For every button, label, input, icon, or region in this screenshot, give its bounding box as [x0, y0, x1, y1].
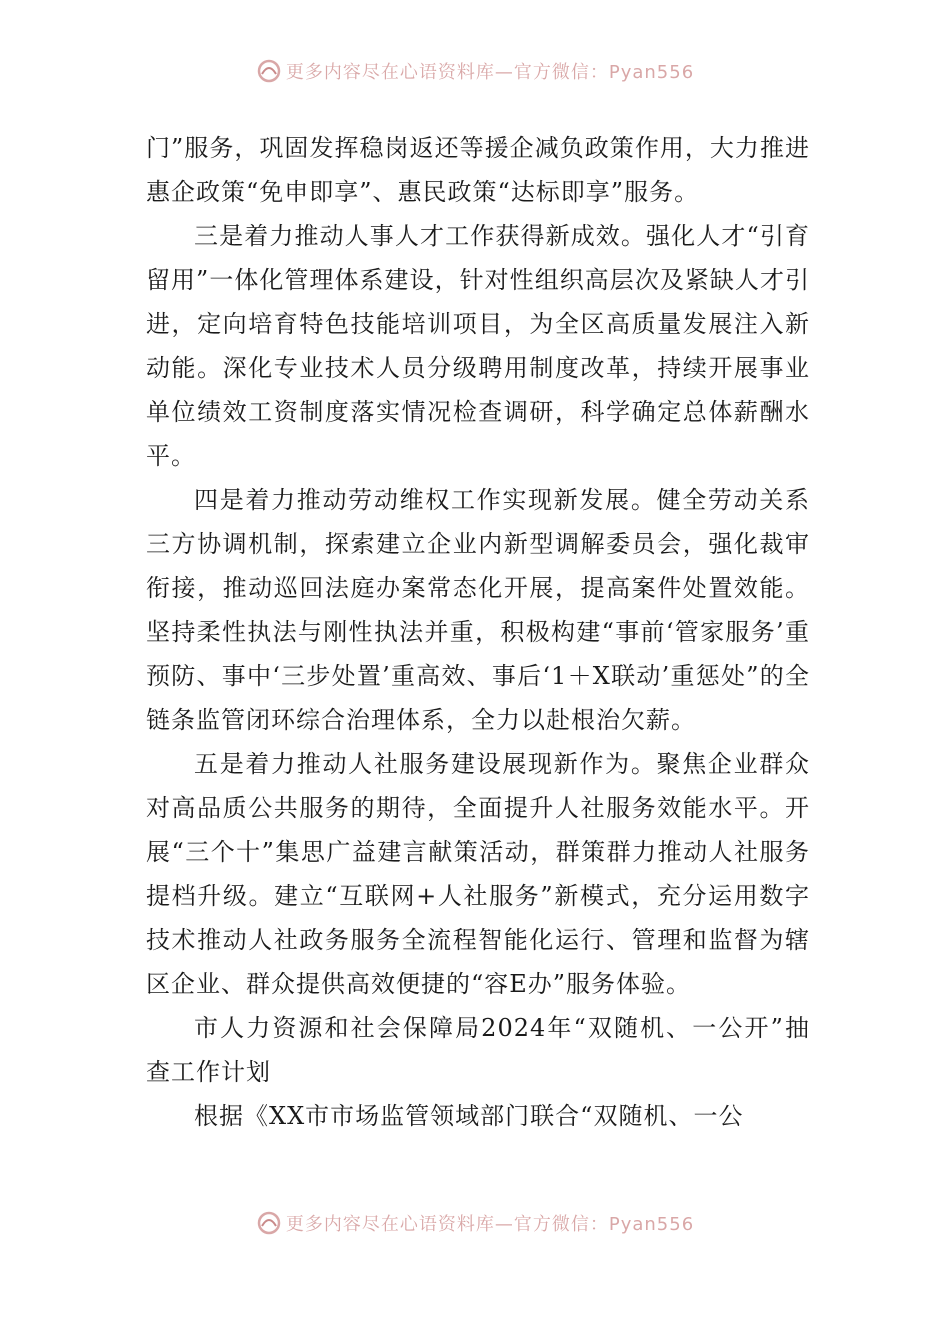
- paragraph: 五是着力推动人社服务建设展现新作为。聚焦企业群众对高品质公共服务的期待，全面提升人社服务效能水平。开展“三个十”集思广益建言献策活动，群策群力推动人社服务提档升级。建立“互联网+人社服务”新模式，充分运用数字技术推动人社政务服务全流程智能化运行、管理和监督为辖区企业、群众提供高效便捷的“容E办”服务体验。: [146, 750, 810, 998]
- watermark-text: 更多内容尽在心语资料库—官方微信：Pyan556: [285, 62, 695, 83]
- watermark-text: 更多内容尽在心语资料库—官方微信：Pyan556: [285, 1214, 695, 1235]
- logo-icon: [256, 1210, 282, 1236]
- paragraph: 根据《XX市市场监管领域部门联合“双随机、一公: [194, 1102, 744, 1130]
- logo-icon: [256, 58, 282, 84]
- document-title: 市人力资源和社会保障局2024年“双随机、一公开”抽查工作计划: [146, 1014, 810, 1086]
- document-body: [146, 126, 810, 1138]
- watermark-footer: [0, 1208, 950, 1238]
- paragraph: 三是着力推动人事人才工作获得新成效。强化人才“引育留用”一体化管理体系建设，针对性组织高层次及紧缺人才引进，定向培育特色技能培训项目，为全区高质量发展注入新动能。深化专业技术人员分级聘用制度改革，持续开展事业单位绩效工资制度落实情况检查调研，科学确定总体薪酬水平。: [146, 222, 810, 470]
- paragraph: 四是着力推动劳动维权工作实现新发展。健全劳动关系三方协调机制，探索建立企业内新型调解委员会，强化裁审衔接，推动巡回法庭办案常态化开展，提高案件处置效能。坚持柔性执法与刚性执法并重，积极构建“事前‘管家服务’重预防、事中‘三步处置’重高效、事后‘1＋X联动’重惩处”的全链条监管闭环综合治理体系，全力以赴根治欠薪。: [146, 486, 810, 734]
- paragraph: 门”服务，巩固发挥稳岗返还等援企减负政策作用，大力推进惠企政策“免申即享”、惠民政策“达标即享”服务。: [146, 134, 810, 206]
- watermark-header: [0, 56, 950, 86]
